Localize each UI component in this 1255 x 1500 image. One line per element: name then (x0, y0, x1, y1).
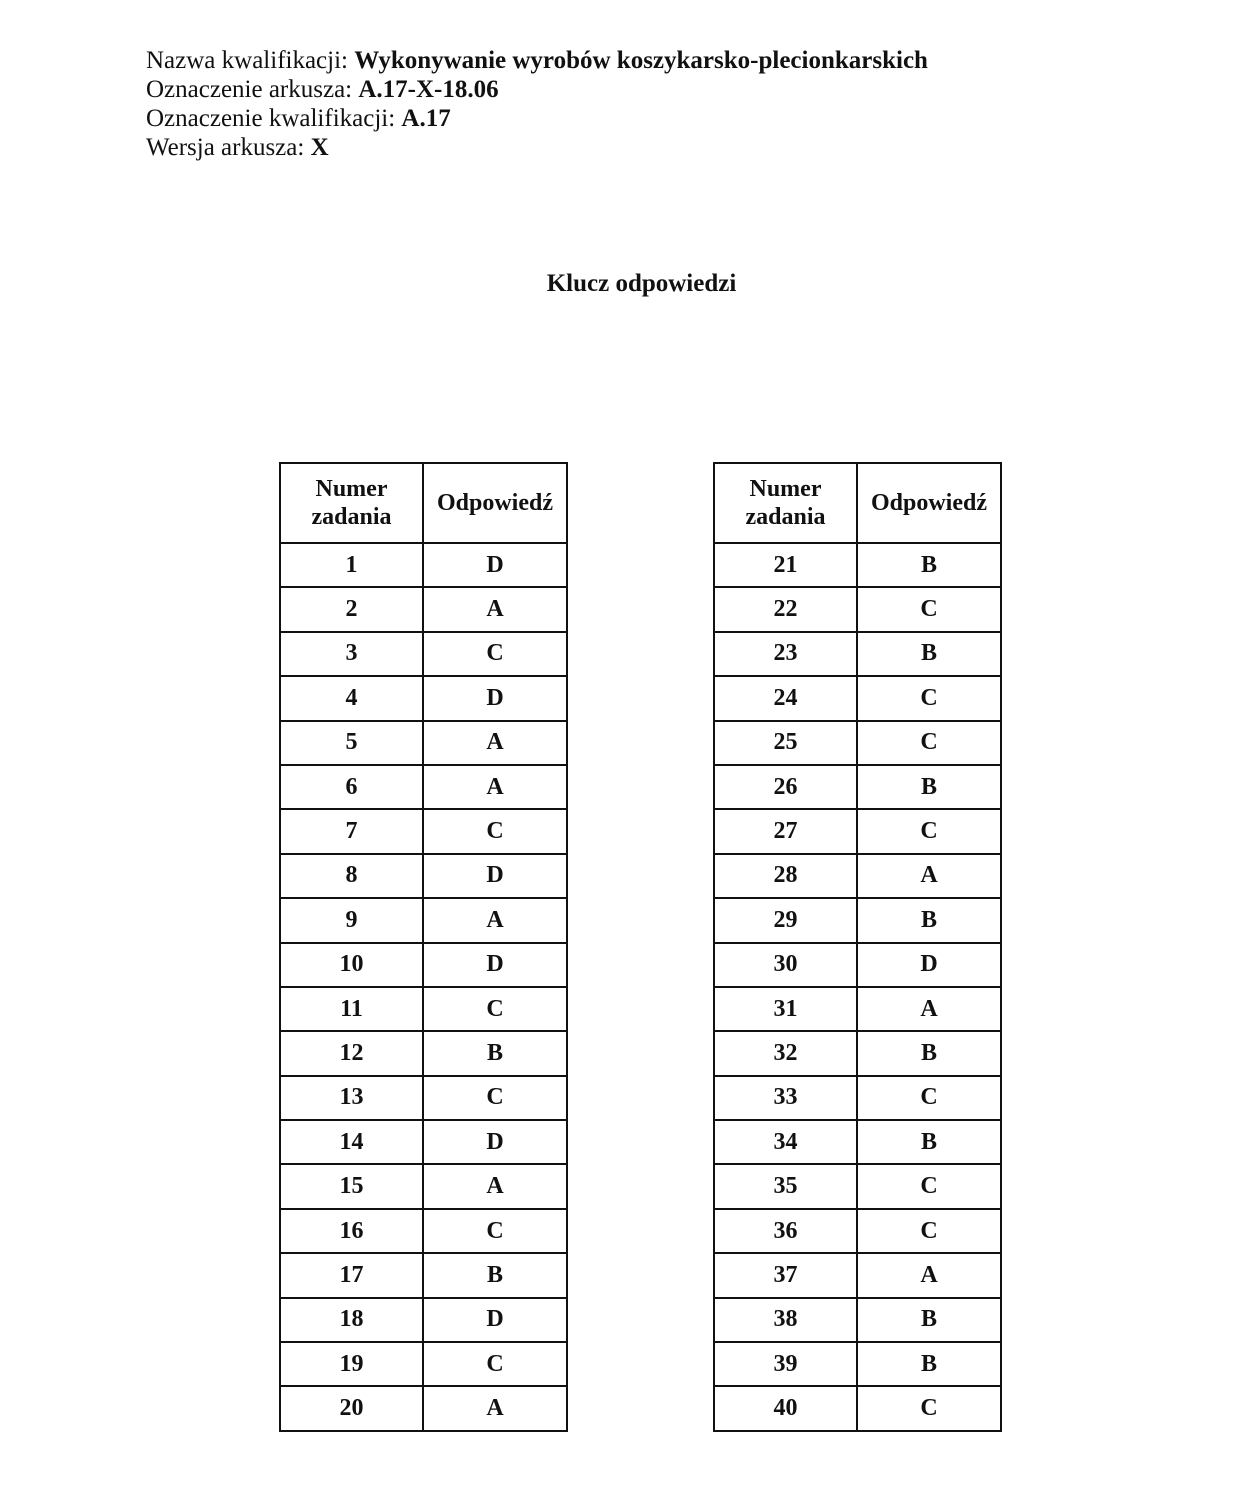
sheet-version-label: Wersja arkusza: (146, 134, 305, 161)
column-header-number-line2: zadania (745, 504, 826, 530)
table-row (280, 898, 567, 942)
task-number-cell: 40 (714, 1386, 857, 1430)
table-row (714, 1386, 1001, 1430)
task-number-cell: 21 (714, 543, 857, 587)
table-row (280, 1386, 567, 1430)
answer-cell: D (423, 1298, 567, 1342)
sheet-version-row (146, 133, 928, 162)
answer-cell: C (857, 587, 1001, 631)
task-number-cell: 18 (280, 1298, 423, 1342)
table-row (280, 1298, 567, 1342)
table-row (280, 676, 567, 720)
task-number-cell: 11 (280, 987, 423, 1031)
table-row (280, 1120, 567, 1164)
answer-cell: D (423, 1120, 567, 1164)
qualification-name-label: Nazwa kwalifikacji: (146, 47, 348, 74)
answer-cell: B (857, 765, 1001, 809)
task-number-cell: 10 (280, 943, 423, 987)
answer-cell: C (857, 676, 1001, 720)
task-number-cell: 8 (280, 854, 423, 898)
answer-cell: C (857, 809, 1001, 853)
sheet-code-value: A.17-X-18.06 (358, 76, 499, 103)
table-row (714, 765, 1001, 809)
table-row (280, 1164, 567, 1208)
task-number-cell: 19 (280, 1342, 423, 1386)
column-header-number (714, 463, 857, 543)
task-number-cell: 4 (280, 676, 423, 720)
answer-cell: B (857, 1298, 1001, 1342)
table-row (714, 854, 1001, 898)
answer-cell: C (857, 721, 1001, 765)
answer-cell: C (857, 1076, 1001, 1120)
answer-cell: A (857, 987, 1001, 1031)
table-row (714, 1031, 1001, 1075)
table-row (280, 987, 567, 1031)
table-row (280, 1342, 567, 1386)
task-number-cell: 15 (280, 1164, 423, 1208)
task-number-cell: 26 (714, 765, 857, 809)
answer-cell: C (423, 987, 567, 1031)
task-number-cell: 31 (714, 987, 857, 1031)
task-number-cell: 37 (714, 1253, 857, 1297)
answer-cell: D (857, 943, 1001, 987)
table-row (714, 1164, 1001, 1208)
table-row (280, 632, 567, 676)
table-row (280, 1076, 567, 1120)
answer-cell: C (857, 1164, 1001, 1208)
table-row (714, 943, 1001, 987)
task-number-cell: 29 (714, 898, 857, 942)
task-number-cell: 14 (280, 1120, 423, 1164)
table-row (714, 1298, 1001, 1342)
column-header-answer: Odpowiedź (423, 463, 567, 543)
task-number-cell: 27 (714, 809, 857, 853)
table-row (714, 721, 1001, 765)
answer-cell: A (857, 854, 1001, 898)
task-number-cell: 32 (714, 1031, 857, 1075)
task-number-cell: 35 (714, 1164, 857, 1208)
table-row (280, 1253, 567, 1297)
answer-cell: C (423, 1342, 567, 1386)
table-row (714, 543, 1001, 587)
answer-cell: D (423, 943, 567, 987)
task-number-cell: 24 (714, 676, 857, 720)
table-header-row (714, 463, 1001, 543)
table-row (714, 809, 1001, 853)
answer-cell: C (423, 1076, 567, 1120)
task-number-cell: 36 (714, 1209, 857, 1253)
answer-table-left (279, 462, 568, 1432)
table-header-row (280, 463, 567, 543)
answer-cell: B (857, 1120, 1001, 1164)
answer-cell: B (857, 1342, 1001, 1386)
task-number-cell: 25 (714, 721, 857, 765)
column-header-number-line2: zadania (311, 504, 392, 530)
answer-cell: B (857, 1031, 1001, 1075)
answer-cell: A (423, 1164, 567, 1208)
column-header-number (280, 463, 423, 543)
task-number-cell: 22 (714, 587, 857, 631)
table-row (714, 1209, 1001, 1253)
answer-cell: C (857, 1209, 1001, 1253)
table-row (280, 1031, 567, 1075)
answer-cell: A (423, 587, 567, 631)
sheet-code-row (146, 75, 928, 104)
qualification-code-row (146, 104, 928, 133)
answer-cell: A (423, 765, 567, 809)
answer-cell: A (857, 1253, 1001, 1297)
column-header-number-line1: Numer (749, 476, 822, 502)
qualification-code-value: A.17 (401, 105, 451, 132)
task-number-cell: 20 (280, 1386, 423, 1430)
answer-cell: D (423, 854, 567, 898)
column-header-number-line1: Numer (315, 476, 388, 502)
answer-cell: D (423, 543, 567, 587)
sheet-version-value: X (310, 134, 329, 161)
task-number-cell: 39 (714, 1342, 857, 1386)
answer-cell: C (423, 1209, 567, 1253)
task-number-cell: 2 (280, 587, 423, 631)
answer-cell: A (423, 721, 567, 765)
table-row (714, 587, 1001, 631)
task-number-cell: 5 (280, 721, 423, 765)
table-row (280, 1209, 567, 1253)
task-number-cell: 13 (280, 1076, 423, 1120)
task-number-cell: 3 (280, 632, 423, 676)
table-row (280, 943, 567, 987)
table-row (280, 765, 567, 809)
task-number-cell: 12 (280, 1031, 423, 1075)
answer-cell: B (857, 543, 1001, 587)
task-number-cell: 34 (714, 1120, 857, 1164)
answer-cell: C (857, 1386, 1001, 1430)
table-row (714, 1342, 1001, 1386)
document-header (146, 46, 928, 162)
table-row (280, 809, 567, 853)
table-row (714, 632, 1001, 676)
answer-cell: B (857, 898, 1001, 942)
table-row (280, 587, 567, 631)
table-row (714, 1076, 1001, 1120)
answer-cell: B (857, 632, 1001, 676)
answer-cell: D (423, 676, 567, 720)
qualification-code-label: Oznaczenie kwalifikacji: (146, 105, 396, 132)
task-number-cell: 7 (280, 809, 423, 853)
task-number-cell: 16 (280, 1209, 423, 1253)
task-number-cell: 6 (280, 765, 423, 809)
table-row (714, 898, 1001, 942)
task-number-cell: 1 (280, 543, 423, 587)
answer-table-right (713, 462, 1002, 1432)
qualification-name-value: Wykonywanie wyrobów koszykarsko-plecionkarskich (354, 47, 928, 74)
answer-cell: B (423, 1031, 567, 1075)
column-header-answer: Odpowiedź (857, 463, 1001, 543)
answer-cell: B (423, 1253, 567, 1297)
answer-cell: A (423, 1386, 567, 1430)
task-number-cell: 9 (280, 898, 423, 942)
task-number-cell: 38 (714, 1298, 857, 1342)
table-row (714, 1253, 1001, 1297)
table-row (714, 987, 1001, 1031)
table-row (280, 543, 567, 587)
table-row (714, 676, 1001, 720)
task-number-cell: 23 (714, 632, 857, 676)
qualification-name-row (146, 46, 928, 75)
sheet-code-label: Oznaczenie arkusza: (146, 76, 353, 103)
answer-cell: A (423, 898, 567, 942)
answer-cell: C (423, 809, 567, 853)
task-number-cell: 33 (714, 1076, 857, 1120)
table-row (714, 1120, 1001, 1164)
table-row (280, 854, 567, 898)
task-number-cell: 28 (714, 854, 857, 898)
table-row (280, 721, 567, 765)
answer-cell: C (423, 632, 567, 676)
task-number-cell: 30 (714, 943, 857, 987)
task-number-cell: 17 (280, 1253, 423, 1297)
page-title: Klucz odpowiedzi (546, 270, 737, 297)
